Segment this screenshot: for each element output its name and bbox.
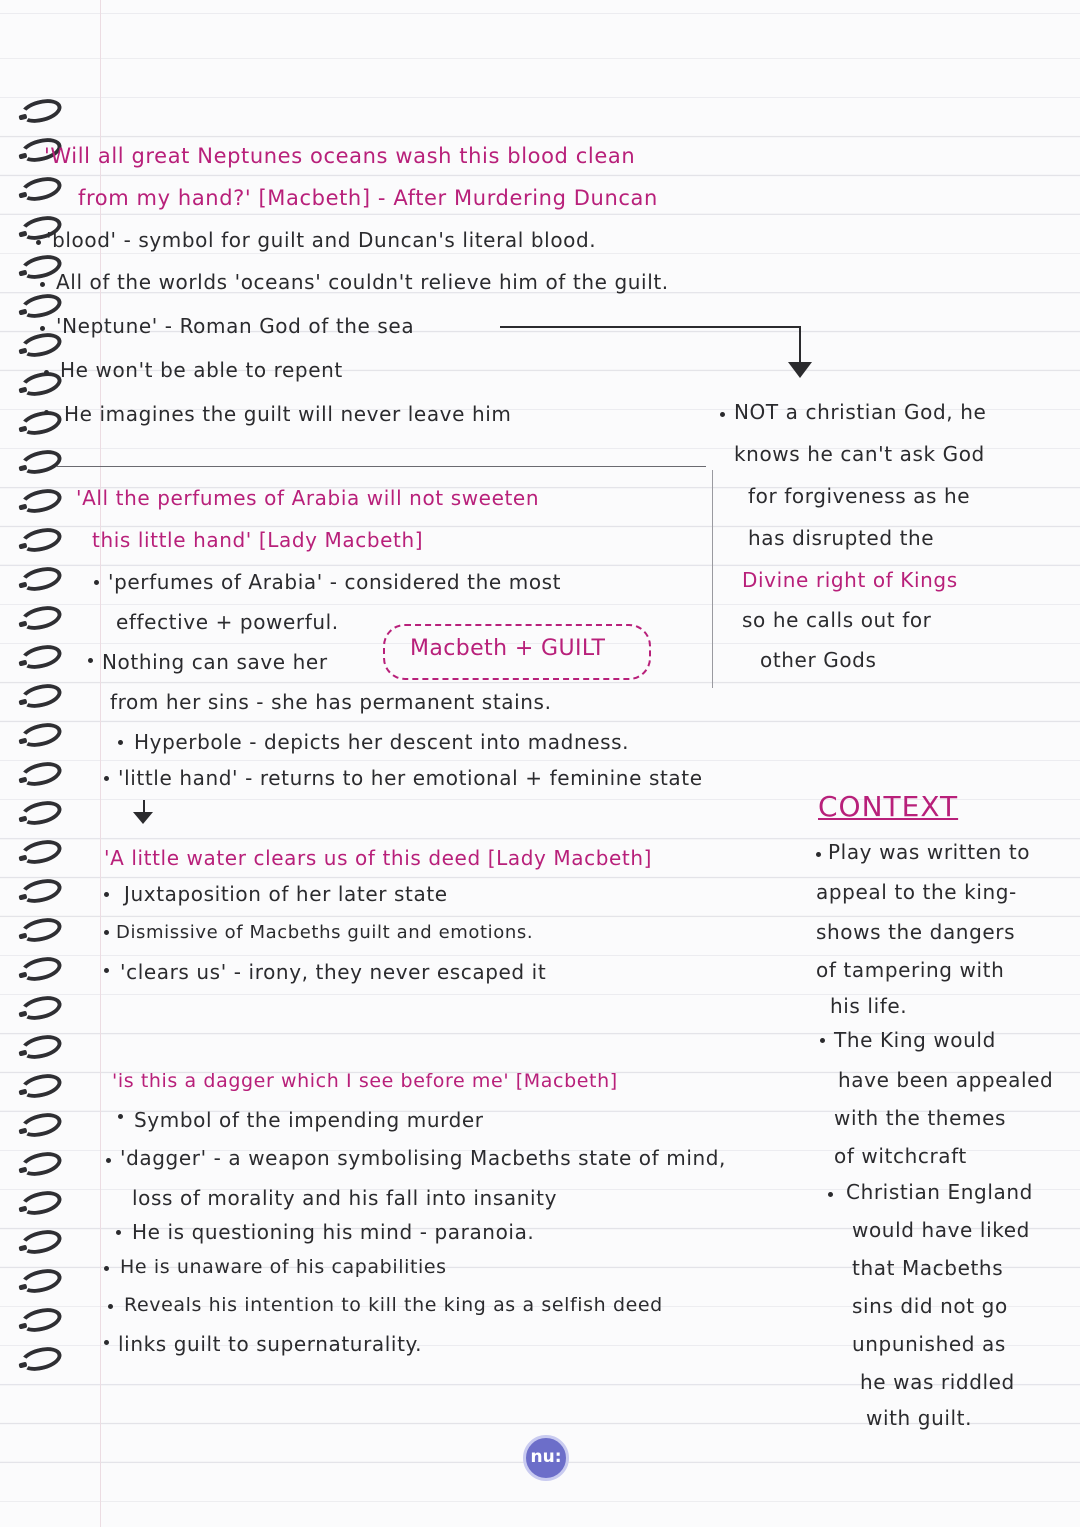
spiral-ring <box>18 1343 64 1375</box>
side-note-line-1: NOT a christian God, he <box>734 400 987 424</box>
quote-2-line-2: this little hand' [Lady Macbeth] <box>92 528 424 552</box>
spiral-ring <box>18 446 64 478</box>
quote-1-note-5: He imagines the guilt will never leave him <box>64 402 512 426</box>
connector-stem <box>799 326 801 366</box>
bullet <box>108 1304 113 1309</box>
quote-2-note-6: 'little hand' - returns to her emotional + feminine state <box>118 766 703 790</box>
quote-1-line-2: from my hand?' [Macbeth] - After Murdering Duncan <box>78 186 658 210</box>
context-title: CONTEXT <box>818 790 959 823</box>
quote-4-note-4: He is questioning his mind - paranoia. <box>132 1220 535 1244</box>
theme-tag-label: Macbeth + GUILT <box>410 636 606 661</box>
quote-4-note-6: Reveals his intention to kill the king as a selfish deed <box>124 1294 663 1316</box>
bullet <box>828 1192 833 1197</box>
quote-4-note-1: Symbol of the impending murder <box>134 1108 484 1132</box>
spiral-ring <box>18 1148 64 1180</box>
quote-2-note-3: Nothing can save her <box>102 650 328 674</box>
spiral-ring <box>18 524 64 556</box>
bullet <box>118 1114 123 1119</box>
side-note-line-7: other Gods <box>760 648 877 672</box>
context-line-6: The King would <box>834 1028 996 1052</box>
quote-3-note-3: 'clears us' - irony, they never escaped it <box>120 960 547 984</box>
bullet <box>104 776 109 781</box>
bullet <box>104 892 109 897</box>
context-line-16: with guilt. <box>866 1406 973 1430</box>
bullet <box>104 930 109 935</box>
spiral-ring <box>18 407 64 439</box>
side-note-line-6: so he calls out for <box>742 608 932 632</box>
spiral-ring <box>18 173 64 205</box>
connector-line <box>500 326 800 328</box>
bullet <box>94 580 99 585</box>
quote-2-note-5: Hyperbole - depicts her descent into madness. <box>134 730 630 754</box>
quote-2-line-1: 'All the perfumes of Arabia will not sweeten <box>76 486 540 510</box>
spiral-ring <box>18 602 64 634</box>
context-line-1: Play was written to <box>828 840 1031 864</box>
bullet <box>106 1158 111 1163</box>
quote-1-line-1: 'Will all great Neptunes oceans wash this blood clean <box>44 144 636 168</box>
context-line-12: that Macbeths <box>852 1256 1004 1280</box>
context-line-8: with the themes <box>834 1106 1006 1130</box>
quote-1-note-4: He won't be able to repent <box>60 358 343 382</box>
spiral-ring <box>18 758 64 790</box>
spiral-ring <box>18 95 64 127</box>
spiral-ring <box>18 1187 64 1219</box>
spiral-ring <box>18 797 64 829</box>
bullet <box>820 1038 825 1043</box>
spiral-ring <box>18 992 64 1024</box>
bullet <box>40 326 45 331</box>
bullet <box>116 1230 121 1235</box>
spiral-ring <box>18 641 64 673</box>
spiral-ring <box>18 1265 64 1297</box>
bullet <box>118 740 123 745</box>
divider-line <box>56 466 706 467</box>
bullet <box>40 282 45 287</box>
context-line-13: sins did not go <box>852 1294 1008 1318</box>
spiral-ring <box>18 914 64 946</box>
bullet <box>44 370 49 375</box>
bullet <box>104 1340 109 1345</box>
spiral-ring <box>18 953 64 985</box>
spiral-ring <box>18 875 64 907</box>
quote-4-line-1: 'is this a dagger which I see before me' [Macbeth] <box>112 1070 618 1092</box>
quote-4-note-3: loss of morality and his fall into insanity <box>132 1186 558 1210</box>
divider-vertical <box>712 470 713 688</box>
arrow-down-icon <box>788 362 812 378</box>
bullet <box>36 240 41 245</box>
side-note-line-3: for forgiveness as he <box>748 484 971 508</box>
spiral-ring <box>18 1031 64 1063</box>
quote-3-note-2: Dismissive of Macbeths guilt and emotions. <box>116 922 534 943</box>
spiral-ring <box>18 368 64 400</box>
bullet <box>104 968 109 973</box>
quote-4-note-2: 'dagger' - a weapon symbolising Macbeths state of mind, <box>120 1146 727 1170</box>
bullet <box>720 412 725 417</box>
context-line-7: have been appealed <box>838 1068 1054 1092</box>
context-line-11: would have liked <box>852 1218 1030 1242</box>
arrow-down-icon <box>133 812 153 824</box>
quote-4-note-7: links guilt to supernaturality. <box>118 1332 423 1356</box>
spiral-ring <box>18 680 64 712</box>
quote-3-line-1: 'A little water clears us of this deed [Lady Macbeth] <box>104 846 653 870</box>
quote-2-note-4: from her sins - she has permanent stains. <box>110 690 552 714</box>
side-note-line-4: has disrupted the <box>748 526 935 550</box>
bullet <box>816 852 821 857</box>
context-line-9: of witchcraft <box>834 1144 967 1168</box>
context-line-2: appeal to the king- <box>816 880 1017 904</box>
context-line-10: Christian England <box>846 1180 1033 1204</box>
context-line-3: shows the dangers <box>816 920 1016 944</box>
spiral-ring <box>18 1304 64 1336</box>
spiral-ring <box>18 1109 64 1141</box>
side-note-line-2: knows he can't ask God <box>734 442 985 466</box>
side-note-line-5: Divine right of Kings <box>742 568 958 592</box>
quote-4-note-5: He is unaware of his capabilities <box>120 1256 447 1278</box>
quote-3-note-1: Juxtaposition of her later state <box>124 882 448 906</box>
quote-1-note-1: 'blood' - symbol for guilt and Duncan's literal blood. <box>46 228 597 252</box>
spiral-ring <box>18 1226 64 1258</box>
quote-1-note-3: 'Neptune' - Roman God of the sea <box>56 314 415 338</box>
bullet <box>88 658 93 663</box>
bullet <box>104 1266 109 1271</box>
nu-logo <box>523 1435 569 1481</box>
spiral-ring <box>18 836 64 868</box>
quote-1-note-2: All of the worlds 'oceans' couldn't relieve him of the guilt. <box>56 270 669 294</box>
spiral-ring <box>18 719 64 751</box>
context-line-4: of tampering with <box>816 958 1005 982</box>
quote-2-note-1: 'perfumes of Arabia' - considered the most <box>108 570 562 594</box>
quote-2-note-2: effective + powerful. <box>116 610 339 634</box>
spiral-binding <box>20 100 68 1520</box>
spiral-ring <box>18 563 64 595</box>
spiral-ring <box>18 485 64 517</box>
context-line-14: unpunished as <box>852 1332 1006 1356</box>
nu-logo-text: nu: <box>530 1447 562 1467</box>
context-line-15: he was riddled <box>860 1370 1015 1394</box>
bullet <box>44 410 49 415</box>
spiral-ring <box>18 1070 64 1102</box>
context-line-5: his life. <box>830 994 908 1018</box>
